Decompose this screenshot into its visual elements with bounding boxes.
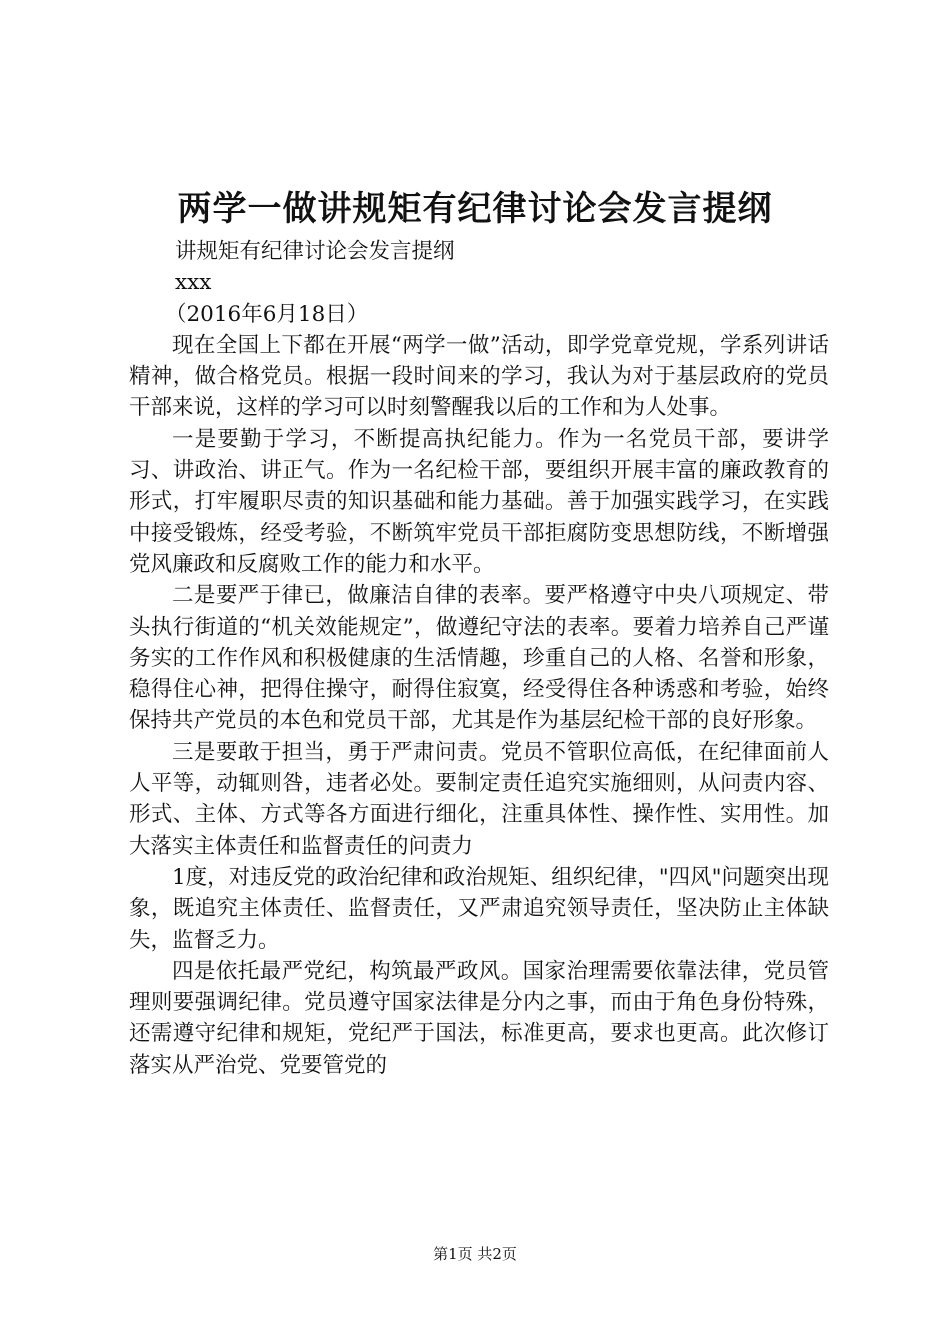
document-subtitle: 讲规矩有纪律讨论会发言提纲	[175, 239, 455, 264]
document-date: （2016年6月18日）	[165, 301, 369, 327]
page-number-footer: 第1页 共2页	[433, 1245, 517, 1263]
paragraph-point-one: 一是要勤于学习，不断提高执纪能力。作为一名党员干部，要讲学习、讲政治、讲正气。作为一名纪检干部，要组织开展丰富的廉政教育的形式，打牢履职尽责的知识基础和能力基础。善于加强实践学习，在实践中接受锻炼，经受考验，不断筑牢党员干部拒腐防变思想防线，不断增强党风廉政和反腐败工作的能力和水平。	[129, 426, 829, 577]
document-body	[129, 236, 829, 1081]
paragraph-point-four: 四是依托最严党纪，构筑最严政风。国家治理需要依靠法律，党员管理则要强调纪律。党员遵守国家法律是分内之事，而由于角色身份特殊，还需遵守纪律和规矩，党纪严于国法，标准更高，要求也更高。此次修订落实从严治党、党要管党的	[129, 958, 829, 1078]
paragraph-intro: 现在全国上下都在开展“两学一做”活动，即学党章党规，学系列讲话精神，做合格党员。根据一段时间来的学习，我认为对于基层政府的党员干部来说，这样的学习可以时刻警醒我以后的工作和为人处事。	[129, 332, 829, 421]
paragraph-point-two: 二是要严于律已，做廉洁自律的表率。要严格遵守中央八项规定、带头执行街道的“机关效能规定”，做遵纪守法的表率。要着力培养自己严谨务实的工作作风和积极健康的生活情趣，珍重自己的人格、名誉和形象，稳得住心神，把得住操守，耐得住寂寞，经受得住各种诱惑和考验，始终保持共产党员的本色和党员干部，尤其是作为基层纪检干部的良好形象。	[129, 583, 829, 734]
paragraph-point-three: 三是要敢于担当，勇于严肃问责。党员不管职位高低，在纪律面前人人平等，动辄则咎，违者必处。要制定责任追究实施细则，从问责内容、形式、主体、方式等各方面进行细化，注重具体性、操作性、实用性。加大落实主体责任和监督责任的问责力	[129, 739, 829, 859]
document-author: xxx	[175, 270, 212, 296]
paragraph-point-three-continued: 1度，对违反党的政治纪律和政治规矩、组织纪律，"四风"问题突出现象，既追究主体责任、监督责任，又严肃追究领导责任，坚决防止主体缺失，监督乏力。	[129, 864, 829, 953]
document-title: 两学一做讲规矩有纪律讨论会发言提纲	[177, 189, 773, 229]
